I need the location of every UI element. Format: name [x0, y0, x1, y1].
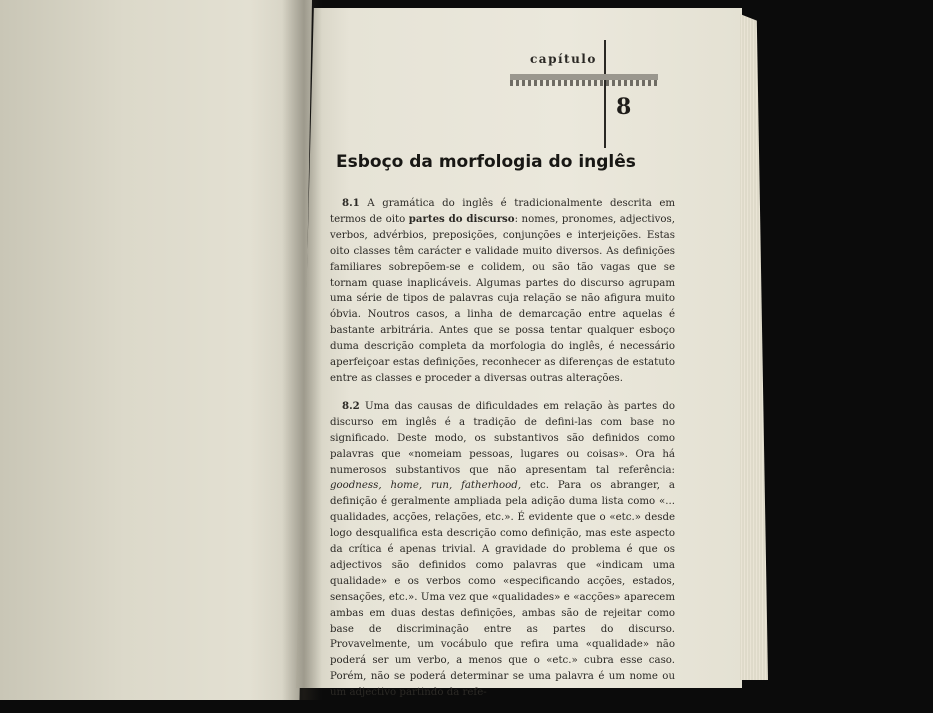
chapter-label: capítulo — [530, 52, 597, 66]
chapter-ornament — [510, 80, 658, 86]
section-number: 8.1 — [342, 197, 360, 209]
paragraph-8-2 — [330, 399, 675, 701]
paragraph-text: etc. Para os abranger, a definição é geralmente ampliada pela adição duma lista como «... qualidades, acções, relações, etc.». É evidente que o «etc.» desde logo desqualifica esta descrição como definição, mas este aspecto da crítica é apenas trivial. A gravidade do problema é que os adjectivos são definidos como palavras que «indicam uma qualidade» e os verbos como «especificando acções, estados, sensações, etc.». Uma vez que «qualidades» e «acções» aparecem ambas em duas destas definições, ambas são de rejeitar como base de discriminação entre as partes do discurso. Provavelmente, um vocábulo que refira uma «qualidade» não poderá ser um verbo, a menos que o «etc.» cubra esse caso. Porém, não se poderá determinar se uma palavra é um nome ou um adjectivo partindo da refe- — [330, 480, 675, 699]
bold-term: partes do discurso — [408, 212, 515, 225]
paragraph-text: : nomes, pronomes, adjectivos, verbos, advérbios, preposições, conjunções e interjeições. Estas oito classes têm carácter e validade muito diversos. As definições familiares sobrepõem-se e colidem, ou são tão vagas que se tornam quase inaplicáveis. Algumas partes do discurso agrupam uma série de tipos de palavras cuja relação se não afigura muito óbvia. Noutros casos, a linha de demarcação entre aquelas é bastante arbitrária. Antes que se possa tentar qualquer esboço duma descrição completa da morfologia do inglês, é necessário aperfeiçoar estas definições, reconhecer as diferenças de estatuto entre as classes e proceder a diversas outras alterações. — [330, 213, 675, 384]
book-gutter — [282, 0, 322, 700]
section-number: 8.2 — [342, 399, 360, 412]
italic-examples: goodness, home, run, fatherhood, — [330, 480, 522, 492]
left-page — [0, 0, 312, 700]
paragraph-text: Uma das causas de dificuldades em relação às partes do discurso em inglês é a tradição de defini-las com base no significado. Deste modo, os substantivos são definidos como palavras que «nomeiam pessoas, lugares ou coisas». Ora há numerosos substantivos que não apresentam tal referência: — [330, 400, 675, 476]
chapter-title: Esboço da morfologia do inglês — [336, 152, 636, 172]
page-edges — [740, 14, 768, 680]
paragraph-8-1 — [330, 196, 675, 387]
chapter-number: 8 — [616, 94, 632, 120]
paragraph-text: A gramática do inglês é tradicionalmente descrita em termos de oito — [330, 198, 676, 225]
chapter-body — [330, 196, 675, 713]
chapter-divider-line — [604, 40, 606, 148]
